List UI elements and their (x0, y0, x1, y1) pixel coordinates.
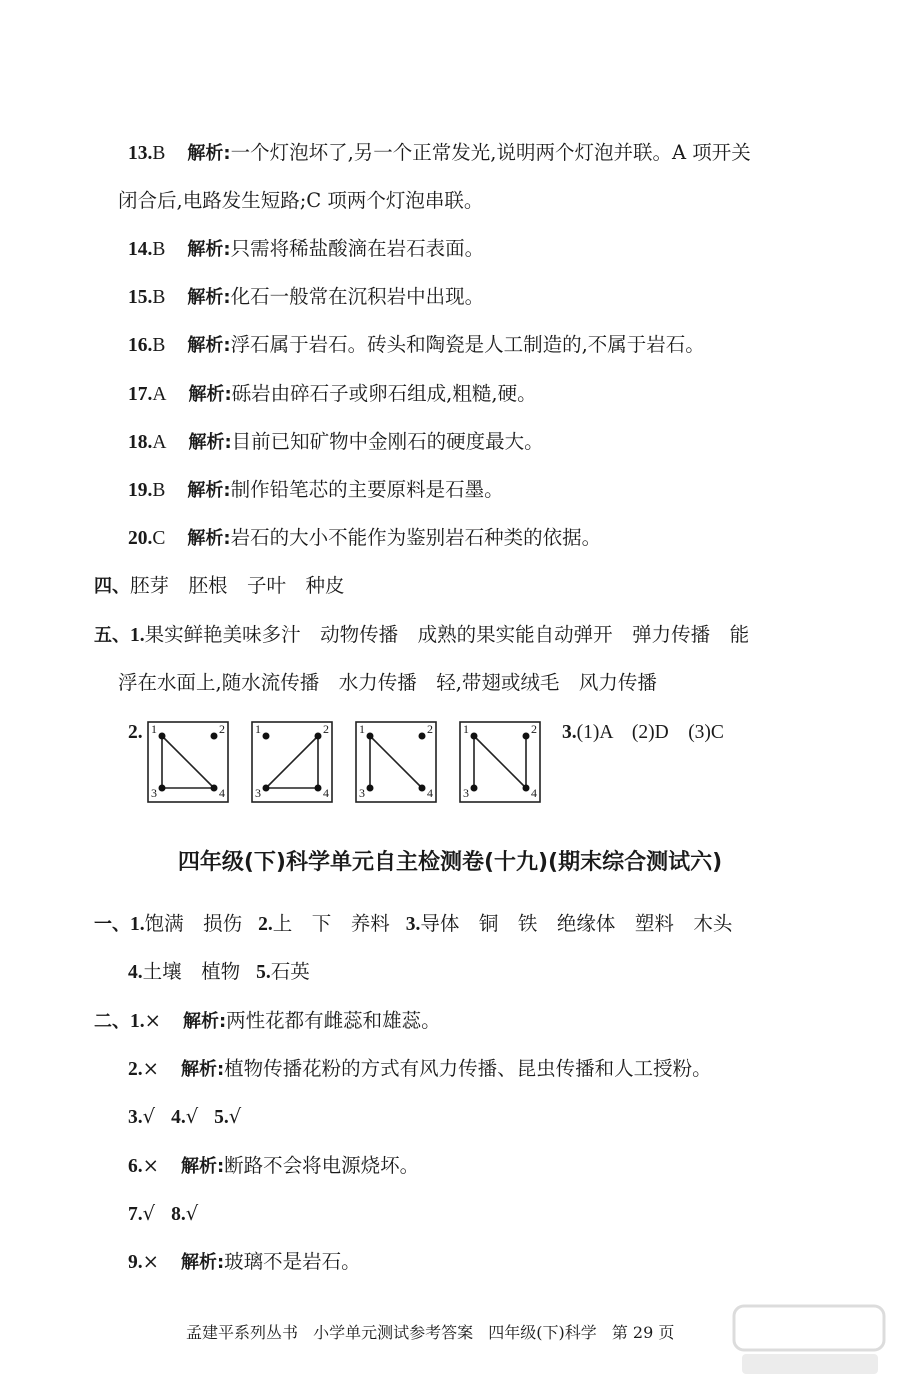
diagram-svg (252, 722, 332, 802)
analysis-label: 解析: (188, 384, 232, 405)
judge-mark: √ (185, 1202, 199, 1225)
answer-choice: B (152, 480, 166, 501)
answer-18 (128, 428, 544, 457)
answer-text: 果实鲜艳美味多汁 动物传播 成熟的果实能自动弹开 弹力传播 能 (144, 623, 750, 646)
analysis-label: 解析: (187, 239, 231, 260)
analysis-text: 闭合后,电路发生短路;C 项两个灯泡串联。 (118, 189, 484, 212)
question-4-answer (94, 572, 345, 601)
answer-13 (128, 139, 751, 168)
test-title: 四年级(下)科学单元自主检测卷(十九)(期末综合测试六) (177, 850, 723, 875)
judge-6 (128, 1152, 419, 1181)
section-prefix: 一、 (94, 914, 130, 935)
terminal-label-4: 4 (531, 786, 537, 800)
terminal-label-1: 1 (151, 722, 157, 736)
connection-diagram-3 (356, 722, 436, 802)
analysis-label: 解析: (188, 432, 232, 453)
answer-choice: B (152, 287, 166, 308)
question-number: 15. (128, 287, 153, 308)
answer-14 (128, 235, 484, 264)
analysis-label: 解析: (182, 1011, 227, 1032)
terminal-label-4: 4 (219, 786, 225, 800)
watermark-logo-icon (730, 1300, 890, 1380)
question-number: 1. (130, 625, 145, 646)
question-number: 5. (214, 1107, 229, 1128)
judge-mark: × (142, 1154, 159, 1177)
question-number: 3. (562, 722, 577, 743)
analysis-text: 制作铅笔芯的主要原料是石墨。 (230, 478, 504, 501)
question-5-2-number (128, 718, 143, 747)
answer-text: (1)A (2)D (3)C (576, 722, 724, 743)
question-number: 7. (128, 1204, 143, 1225)
judge-9 (128, 1248, 361, 1277)
question-number: 13. (128, 143, 153, 164)
fill-in-line-2 (128, 958, 310, 987)
analysis-text: 一个灯泡坏了,另一个正常发光,说明两个灯泡并联。A 项开关 (230, 141, 751, 164)
analysis-label: 解析: (187, 528, 231, 549)
section-prefix: 二、 (94, 1011, 130, 1032)
answer-17 (128, 380, 537, 409)
judge-2 (128, 1055, 712, 1084)
answer-19 (128, 476, 504, 505)
analysis-text: 玻璃不是岩石。 (224, 1250, 361, 1273)
judge-7-8 (128, 1200, 198, 1229)
diagram-svg (148, 722, 228, 802)
judge-mark: × (144, 1009, 161, 1032)
question-number: 4. (128, 962, 143, 983)
terminal-label-4: 4 (427, 786, 433, 800)
question-number: 18. (128, 432, 153, 453)
analysis-label: 解析: (187, 287, 231, 308)
analysis-text: 浮石属于岩石。砖头和陶瓷是人工制造的,不属于岩石。 (230, 333, 705, 356)
question-number: 14. (128, 239, 153, 260)
question-number: 9. (128, 1252, 143, 1273)
judge-3-5 (128, 1103, 241, 1132)
question-number: 3. (405, 914, 421, 935)
terminal-label-3: 3 (255, 786, 261, 800)
page-footer (186, 1322, 684, 1344)
analysis-text: 只需将稀盐酸滴在岩石表面。 (230, 237, 485, 260)
answer-13-continued (118, 187, 483, 215)
terminal-label-3: 3 (359, 786, 365, 800)
terminal-label-2: 2 (427, 722, 433, 736)
question-number: 6. (128, 1156, 143, 1177)
judge-mark: × (142, 1057, 159, 1080)
analysis-label: 解析: (180, 1059, 225, 1080)
answer-text: 土壤 植物 (142, 960, 241, 983)
diagram-svg (356, 722, 436, 802)
answer-choice: B (152, 143, 166, 164)
analysis-label: 解析: (180, 1252, 225, 1273)
terminal-label-3: 3 (151, 786, 157, 800)
footer-page-number: 第 29 页 (611, 1323, 675, 1342)
answer-text: 浮在水面上,随水流传播 水力传播 轻,带翅或绒毛 风力传播 (118, 671, 657, 694)
analysis-text: 目前已知矿物中金刚石的硬度最大。 (231, 430, 544, 453)
footer-book: 小学单元测试参考答案 (313, 1323, 474, 1342)
question-5-3-answer (562, 718, 724, 747)
analysis-text: 砾岩由碎石子或卵石组成,粗糙,硬。 (231, 382, 537, 405)
answer-text: 饱满 损伤 (144, 912, 243, 935)
analysis-label: 解析: (180, 1156, 225, 1177)
question-number: 16. (128, 335, 153, 356)
connection-diagram-1 (148, 722, 228, 802)
section-prefix: 五、 (94, 625, 130, 646)
question-5-line-2 (118, 669, 657, 697)
answer-15 (128, 283, 484, 312)
answer-20 (128, 524, 601, 553)
analysis-text: 植物传播花粉的方式有风力传播、昆虫传播和人工授粉。 (224, 1057, 712, 1080)
answer-text: 胚芽 胚根 子叶 种皮 (130, 574, 345, 597)
answer-16 (128, 331, 705, 360)
question-number: 20. (128, 528, 153, 549)
judge-mark: √ (142, 1202, 156, 1225)
question-number: 2. (128, 722, 143, 743)
answer-choice: B (152, 239, 166, 260)
diagram-svg (460, 722, 540, 802)
question-number: 8. (171, 1204, 186, 1225)
section-prefix: 四、 (94, 576, 130, 597)
connection-diagram-4 (460, 722, 540, 802)
question-number: 2. (128, 1059, 143, 1080)
question-number: 4. (171, 1107, 186, 1128)
judge-mark: √ (142, 1105, 156, 1128)
terminal-label-2: 2 (323, 722, 329, 736)
judge-mark: √ (228, 1105, 242, 1128)
analysis-text: 岩石的大小不能作为鉴别岩石种类的依据。 (230, 526, 602, 549)
answer-text: 石英 (270, 960, 310, 983)
question-number: 1. (130, 914, 145, 935)
analysis-label: 解析: (187, 143, 231, 164)
answer-choice: B (152, 335, 166, 356)
judge-1 (94, 1007, 441, 1036)
answer-choice: A (152, 384, 167, 405)
question-number: 5. (256, 962, 271, 983)
footer-subject: 四年级(下)科学 (488, 1323, 597, 1342)
fill-in-line-1 (94, 910, 732, 939)
terminal-label-1: 1 (255, 722, 261, 736)
analysis-text: 两性花都有雌蕊和雄蕊。 (226, 1009, 441, 1032)
analysis-label: 解析: (187, 335, 231, 356)
analysis-text: 化石一般常在沉积岩中出现。 (230, 285, 485, 308)
question-number: 3. (128, 1107, 143, 1128)
question-number: 1. (130, 1011, 145, 1032)
connection-diagram-2 (252, 722, 332, 802)
terminal-label-4: 4 (323, 786, 329, 800)
answer-choice: C (152, 528, 166, 549)
answer-choice: A (152, 432, 167, 453)
question-number: 19. (128, 480, 153, 501)
footer-series: 孟建平系列丛书 (186, 1323, 299, 1342)
judge-mark: × (142, 1250, 159, 1273)
question-number: 2. (258, 914, 273, 935)
analysis-label: 解析: (187, 480, 231, 501)
terminal-label-3: 3 (463, 786, 469, 800)
terminal-label-2: 2 (531, 722, 537, 736)
answer-text: 导体 铜 铁 绝缘体 塑料 木头 (420, 912, 733, 935)
answer-text: 上 下 养料 (272, 912, 390, 935)
terminal-label-2: 2 (219, 722, 225, 736)
judge-mark: √ (185, 1105, 199, 1128)
analysis-text: 断路不会将电源烧坏。 (224, 1154, 420, 1177)
terminal-label-1: 1 (359, 722, 365, 736)
terminal-label-1: 1 (463, 722, 469, 736)
question-5-line-1 (94, 621, 749, 650)
question-number: 17. (128, 384, 153, 405)
